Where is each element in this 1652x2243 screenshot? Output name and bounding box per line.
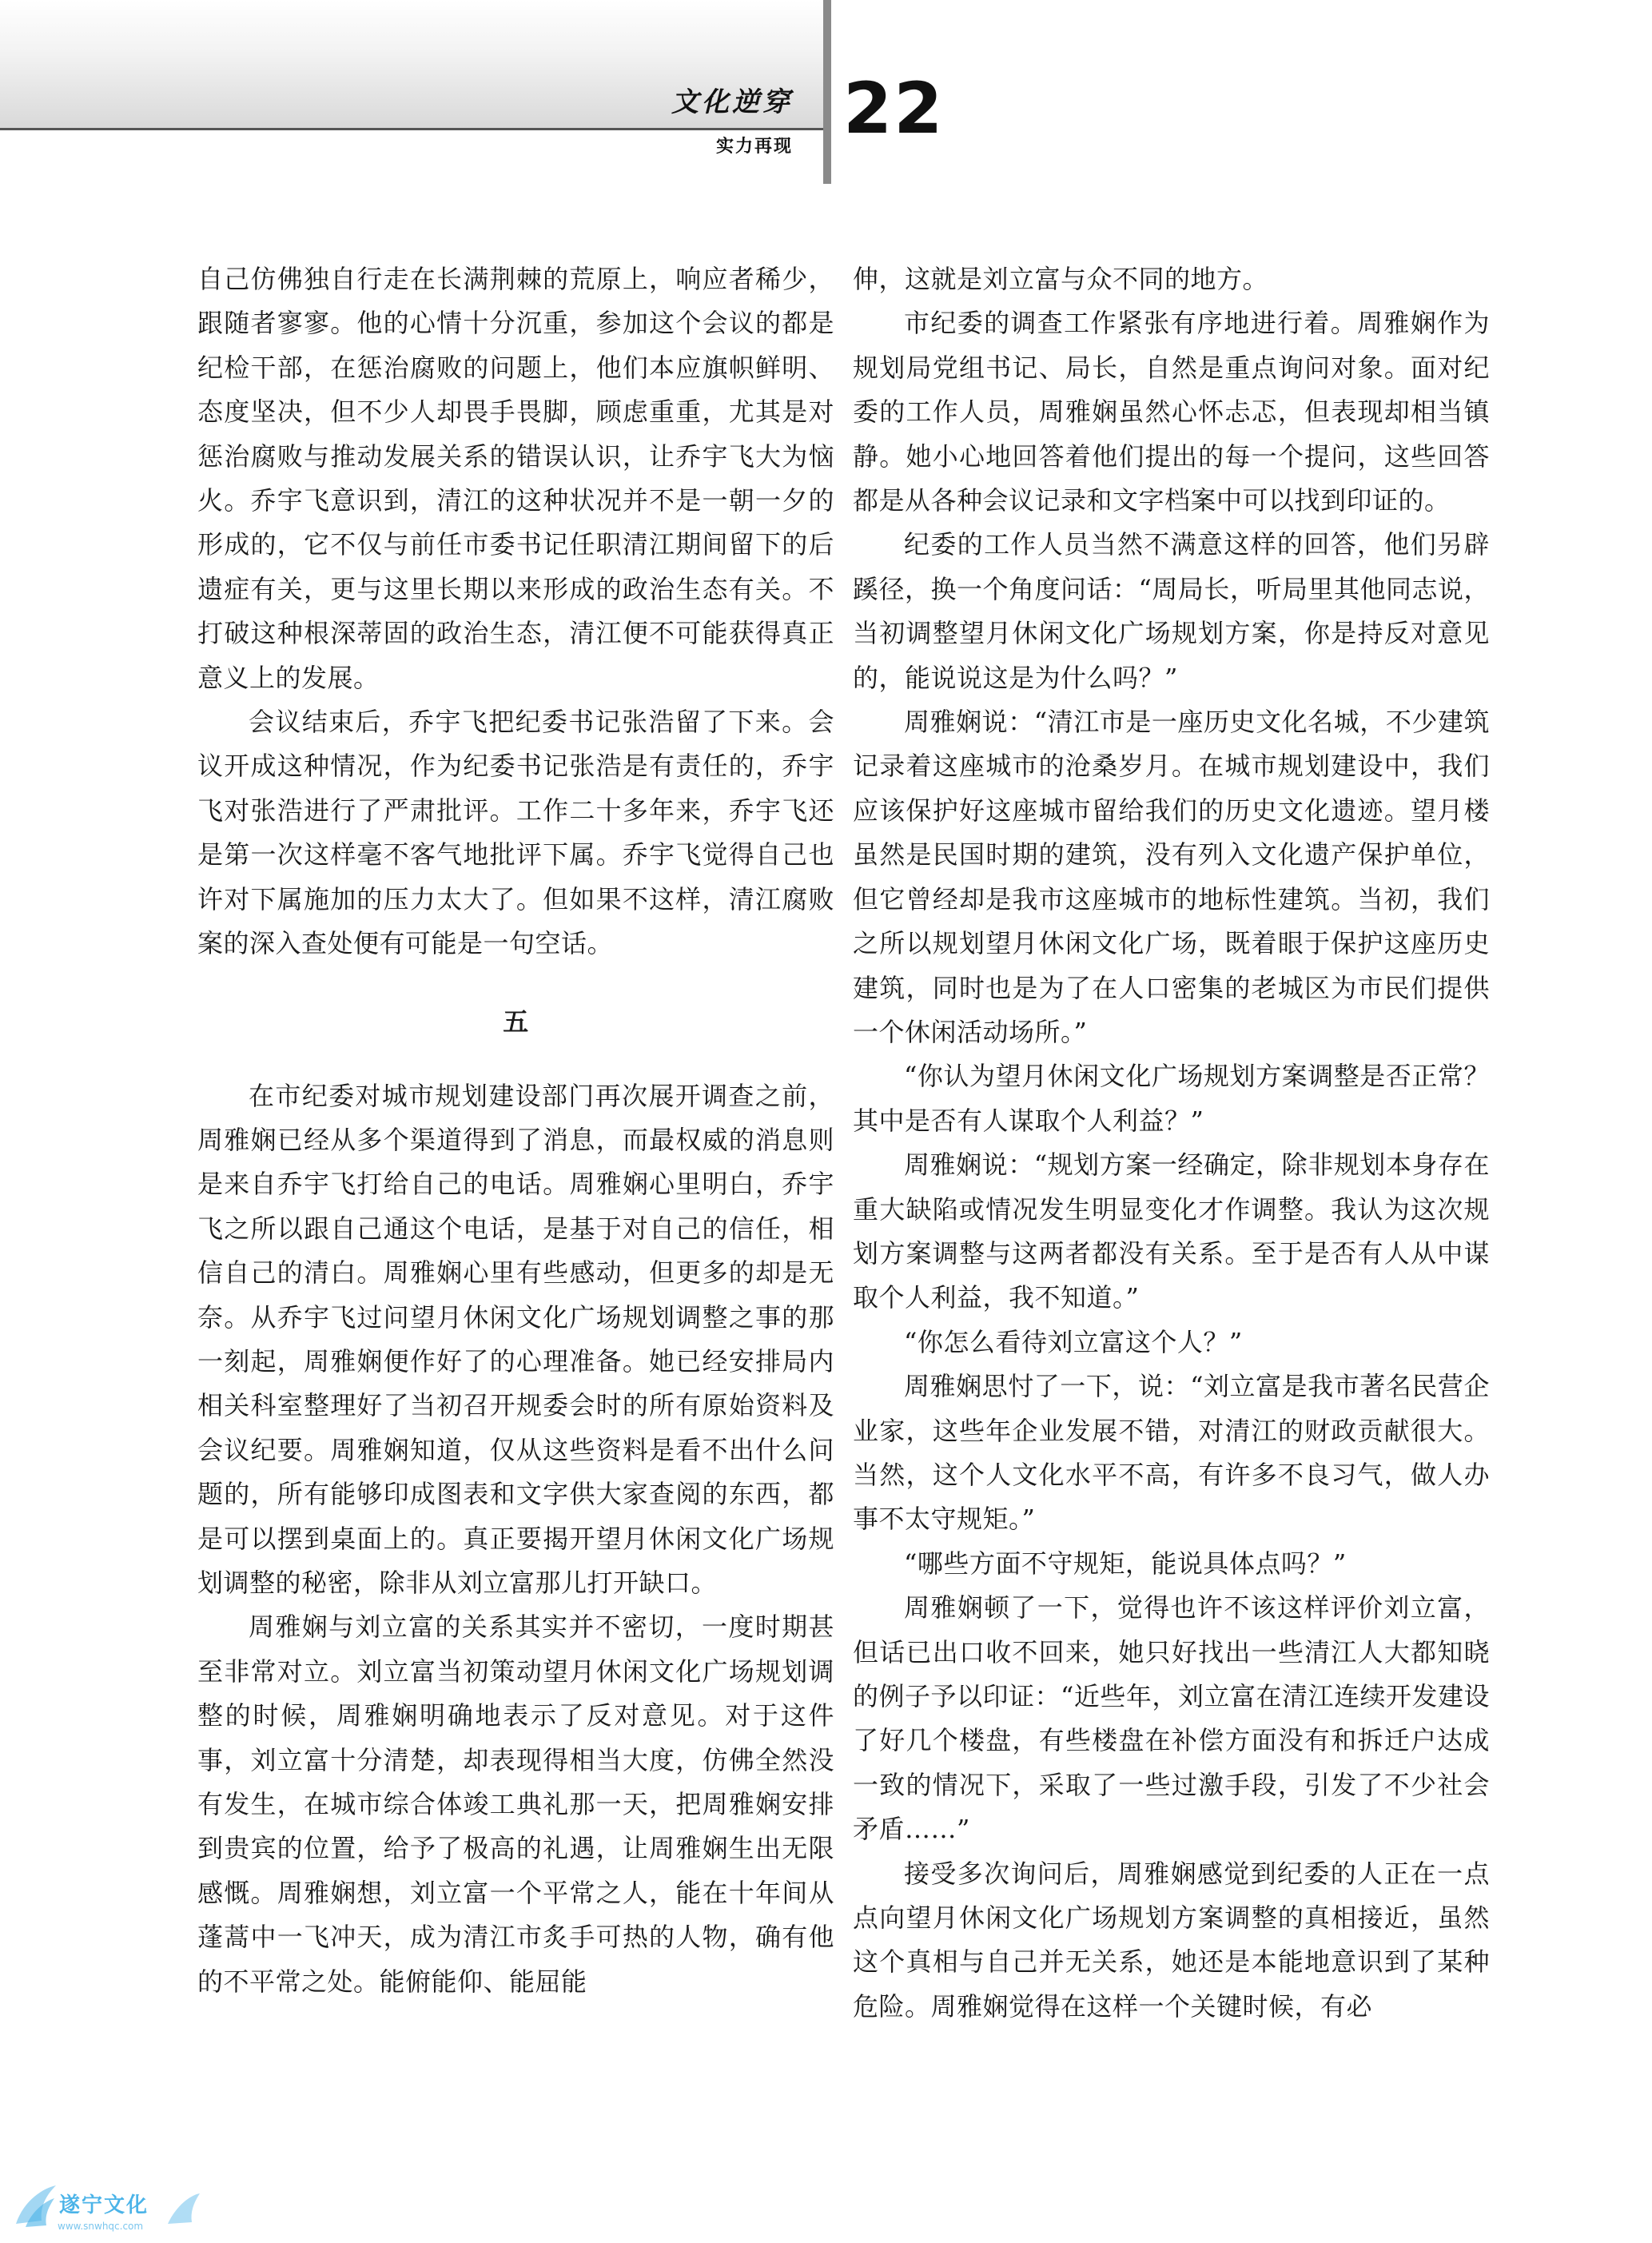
paragraph: 周雅娴说：“规划方案一经确定，除非规划本身存在重大缺陷或情况发生明显变化才作调整。我认为这次规划方案调整与这两者都没有关系。至于是否有人从中谋取个人利益，我不知道。” [853, 1149, 1490, 1313]
paragraph: 自己仿佛独自行走在长满荆棘的荒原上，响应者稀少，跟随者寥寥。他的心情十分沉重，参加这个会议的都是纪检干部，在惩治腐败的问题上，他们本应旗帜鲜明、态度坚决，但不少人却畏手畏脚，顾虑重重，尤其是对惩治腐败与推动发展关系的错误认识，让乔宇飞大为恼火。乔宇飞意识到，清江的这种状况并不是一朝一夕的形成的，它不仅与前任市委书记任职清江期间留下的后遗症有关，更与这里长期以来形成的政治生态有关。不打破这种根深蒂固的政治生态，清江便不可能获得真正意义上的发展。 [197, 264, 834, 693]
paragraph: 市纪委的调查工作紧张有序地进行着。周雅娴作为规划局党组书记、局长，自然是重点询问对象。面对纪委的工作人员，周雅娴虽然心怀忐忑，但表现却相当镇静。她小心地回答着他们提出的每一个提问，这些回答都是从各种会议记录和文字档案中可以找到印证的。 [853, 308, 1490, 516]
paragraph: 接受多次询问后，周雅娴感觉到纪委的人正在一点点向望月休闲文化广场规划方案调整的真相接近，虽然这个真相与自己并无关系，她还是本能地意识到了某种危险。周雅娴觉得在这样一个关键时候，有必 [853, 1858, 1490, 2022]
paragraph: 伸，这就是刘立富与众不同的地方。 [853, 264, 1269, 294]
watermark-url: www.snwhqc.com [58, 2221, 144, 2232]
page-number: 22 [843, 67, 945, 149]
column-title: 文化逆穿 [671, 86, 793, 118]
paragraph: “哪些方面不守规矩，能说具体点吗？” [904, 1548, 1347, 1579]
paragraph: “你认为望月休闲文化广场规划方案调整是否正常？其中是否有人谋取个人利益？” [853, 1061, 1490, 1136]
right-column [853, 257, 1490, 2029]
paragraph: 周雅娴思忖了一下，说：“刘立富是我市著名民营企业家，这些年企业发展不错，对清江的财政贡献很大。当然，这个人文化水平不高，有许多不良习气，做人办事不太守规矩。” [853, 1371, 1490, 1535]
paragraph: “你怎么看待刘立富这个人？” [904, 1326, 1243, 1357]
section-heading: 五 [503, 1006, 529, 1037]
paragraph: 纪委的工作人员当然不满意这样的回答，他们另辟蹊径，换一个角度问话：“周局长，听局里其他同志说，当初调整望月休闲文化广场规划方案，你是持反对意见的，能说说这是为什么吗？” [853, 529, 1490, 693]
watermark-text: 遂宁文化 [59, 2193, 149, 2217]
paragraph: 在市纪委对城市规划建设部门再次展开调查之前，周雅娴已经从多个渠道得到了消息，而最权威的消息则是来自乔宇飞打给自己的电话。周雅娴心里明白，乔宇飞之所以跟自己通这个电话，是基于对自己的信任，相信自己的清白。周雅娴心里有些感动，但更多的却是无奈。从乔宇飞过问望月休闲文化广场规划调整之事的那一刻起，周雅娴便作好了的心理准备。她已经安排局内相关科室整理好了当初召开规委会时的所有原始资料及会议纪要。周雅娴知道，仅从这些资料是看不出什么问题的，所有能够印成图表和文字供大家查阅的东西，都是可以摆到桌面上的。真正要揭开望月休闲文化广场规划调整的秘密，除非从刘立富那儿打开缺口。 [197, 1080, 834, 1598]
paragraph: 会议结束后，乔宇飞把纪委书记张浩留了下来。会议开成这种情况，作为纪委书记张浩是有责任的，乔宇飞对张浩进行了严肃批评。工作二十多年来，乔宇飞还是第一次这样毫不客气地批评下属。乔宇飞觉得自己也许对下属施加的压力太大了。但如果不这样，清江腐败案的深入查处便有可能是一句空话。 [197, 707, 834, 959]
header-vertical-bar [823, 0, 831, 184]
paragraph: 周雅娴与刘立富的关系其实并不密切，一度时期甚至非常对立。刘立富当初策动望月休闲文化广场规划调整的时候，周雅娴明确地表示了反对意见。对于这件事，刘立富十分清楚，却表现得相当大度，仿佛全然没有发生，在城市综合体竣工典礼那一天，把周雅娴安排到贵宾的位置，给予了极高的礼遇，让周雅娴生出无限感慨。周雅娴想，刘立富一个平常之人，能在十年间从蓬蒿中一飞冲天，成为清江市炙手可热的人物，确有他的不平常之处。能俯能仰、能屈能 [197, 1612, 834, 1997]
paragraph: 周雅娴说：“清江市是一座历史文化名城，不少建筑记录着这座城市的沧桑岁月。在城市规划建设中，我们应该保护好这座城市留给我们的历史文化遗迹。望月楼虽然是民国时期的建筑，没有列入文化遗产保护单位，但它曾经却是我市这座城市的地标性建筑。当初，我们之所以规划望月休闲文化广场，既着眼于保护这座历史建筑，同时也是为了在人口密集的老城区为市民们提供一个休闲活动场所。” [853, 707, 1490, 1047]
paragraph: 周雅娴顿了一下，觉得也许不该这样评价刘立富，但话已出口收不回来，她只好找出一些清江人大都知晓的例子予以印证：“近些年，刘立富在清江连续开发建设了好几个楼盘，有些楼盘在补偿方面没有和拆迁户达成一致的情况下，采取了一些过激手段，引发了不少社会矛盾……” [853, 1592, 1490, 1845]
left-column [197, 257, 834, 2004]
header-rule [0, 128, 826, 130]
column-subtitle: 实力再现 [715, 137, 793, 157]
